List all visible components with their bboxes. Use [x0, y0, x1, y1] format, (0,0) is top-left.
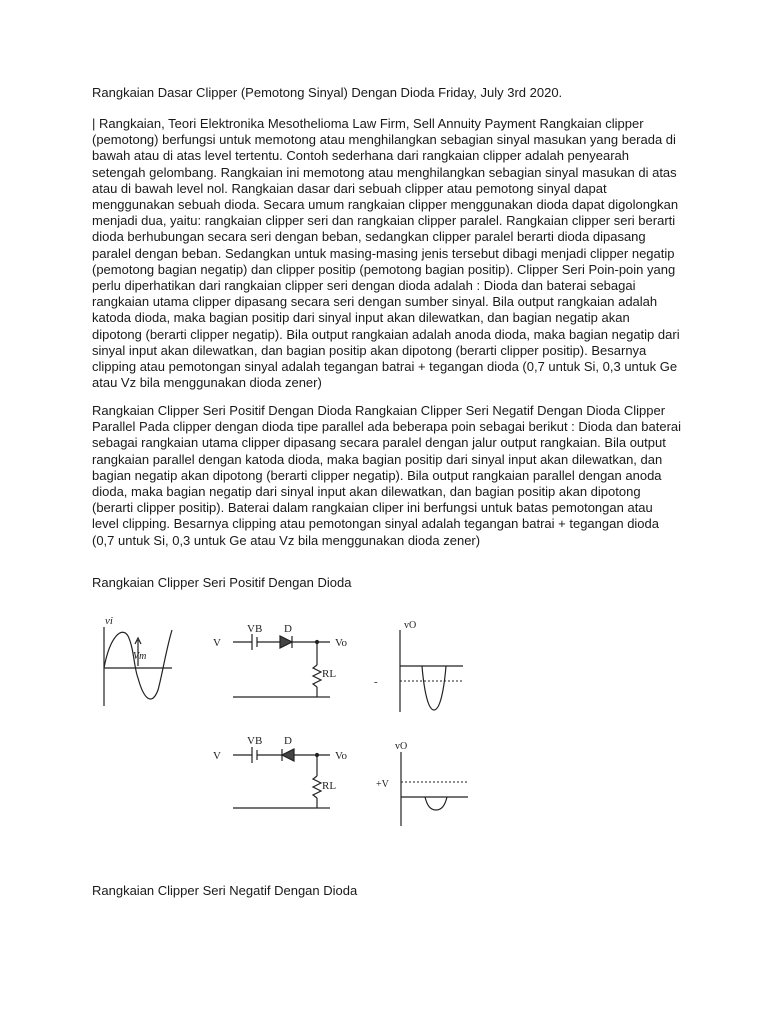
circuit-top — [233, 634, 330, 697]
battery-label-2: VB — [247, 735, 263, 747]
output-top-wave — [422, 666, 446, 710]
load-resistor-2 — [313, 776, 321, 798]
load-label-2: RL — [322, 780, 337, 792]
diode-symbol — [280, 636, 292, 648]
diode-label: D — [284, 623, 292, 635]
output-label: Vo — [335, 637, 348, 649]
heading-negative-series-clipper: Rangkaian Clipper Seri Negatif Dengan Dioda — [92, 883, 358, 898]
output-label-2: Vo — [335, 750, 348, 762]
heading-positive-series-clipper: Rangkaian Clipper Seri Positif Dengan Dioda — [92, 575, 352, 590]
output-bottom-wave — [425, 797, 447, 810]
document-title: Rangkaian Dasar Clipper (Pemotong Sinyal) Dengan Dioda Friday, July 3rd 2020. — [92, 85, 563, 100]
battery-label: VB — [247, 623, 263, 635]
paragraph-clipper-parallel: Rangkaian Clipper Seri Positif Dengan Dioda Rangkaian Clipper Seri Negatif Dengan Dioda Clipper Parallel Pada clipper dengan dioda tipe parallel ada beberapa poin sebagai berikut : Dioda dan baterai sebagai rangkaian utama clipper dipasang secara paralel dengan jalur output rangkaian. Bila output rangkaian parallel dengan katoda dioda, maka bagian positip dari sinyal input akan dilewatkan, dan bagian negatip akan dipotong (berarti clipper negatip). Bila output rangkaian parallel dengan anoda dioda, maka bagian negatip dari sinyal input akan dilewatkan, dan bagian positip akan dipotong (berarti clipper positip). Baterai dalam rangkaian cliper ini berfungsi untuk batas pemotongan atau level clipping. Besarnya clipping atau pemotongan sinyal adalah tegangan batrai + tegangan dioda (0,7 untuk Si, 0,3 untuk Ge atau Vz bila menggunakan dioda zener) — [92, 403, 682, 548]
output-top-graph — [400, 630, 463, 712]
output-top-axis-label: vO — [404, 620, 417, 631]
amplitude-label: Vm — [133, 651, 147, 662]
input-axis-label: vi — [105, 615, 113, 627]
paragraph-clipper-intro: | Rangkaian, Teori Elektronika Mesothelioma Law Firm, Sell Annuity Payment Rangkaian clipper (pemotong) berfungsi untuk memotong atau menghilangkan sebagian sinyal masukan yang berada di bawah atau di atas level tertentu. Contoh sederhana dari rangkaian clipper adalah penyearah setengah gelombang. Rangkaian ini memotong atau menghilangkan sebagian sinyal masukan di atas atau di bawah level nol. Rangkaian dasar dari sebuah clipper atau pemotong sinyal dapat menggunakan sebuah dioda. Secara umum rangkaian clipper menggunakan dioda dapat digolongkan menjadi dua, yaitu: rangkaian clipper seri dan rangkaian clipper paralel. Rangkaian clipper seri berarti dioda berhubungan secara seri dengan beban, sedangkan clipper paralel berarti dioda dipasang paralel dengan beban. Sedangkan untuk masing-masing jenis tersebut dibagi menjadi clipper negatip (pemotong bagian negatip) dan clipper positip (pemotong bagian positip). Clipper Seri Poin-poin yang perlu diperhatikan dari rangkaian clipper seri dengan dioda adalah : Dioda dan baterai sebagai rangkaian utama clipper dipasang secara seri dengan sumber sinyal. Bila output rangkaian adalah katoda dioda, maka bagian positip dari sinyal input akan dilewatkan, dan bagian negatip akan dipotong (berarti clipper negatip). Bila output rangkaian adalah anoda dioda, maka bagian negatip dari sinyal input akan dilewatkan, dan bagian positip akan dipotong (berarti clipper positip). Besarnya clipping atau pemotongan sinyal adalah tegangan batrai + tegangan dioda (0,7 untuk Si, 0,3 untuk Ge atau Vz bila menggunakan dioda zener) — [92, 116, 680, 391]
input-waveform-graph — [104, 627, 172, 706]
output-bottom-axis-label: vO — [395, 741, 408, 752]
circuit-bottom — [233, 747, 330, 808]
diode-symbol-reversed — [282, 749, 294, 761]
output-bottom-graph — [401, 752, 468, 826]
source-label-2: V — [213, 750, 221, 762]
load-resistor — [313, 665, 321, 687]
load-label: RL — [322, 668, 337, 680]
output-top-level-label: - — [374, 676, 378, 688]
output-bottom-level-label: +V — [376, 779, 389, 790]
source-label: V — [213, 637, 221, 649]
diode-label-2: D — [284, 735, 292, 747]
